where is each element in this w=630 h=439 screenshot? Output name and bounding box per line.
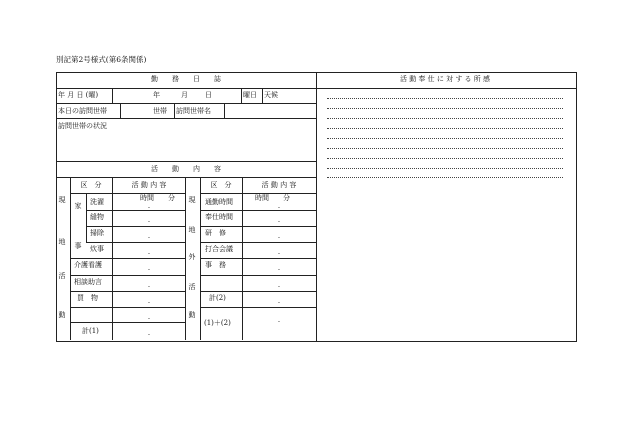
offsite-row-mark: . xyxy=(277,202,281,210)
onsite-total-label: 計(1) xyxy=(82,327,99,335)
housework-char: 事 xyxy=(74,242,82,250)
offsite-row-label: 計(2) xyxy=(209,294,226,302)
offsite-row-mark: . xyxy=(277,232,281,240)
offsite-row-mark: . xyxy=(277,281,281,289)
offsite-row-mark: . xyxy=(277,216,281,224)
impressions-title: 活 動 奉 仕 に 対 す る 所 感 xyxy=(399,75,491,83)
offsite-category-header: 区 分 xyxy=(210,181,232,189)
onsite-row-label: 洗濯 xyxy=(90,198,104,206)
date-label: 年 月 日 (曜) xyxy=(58,91,99,99)
offsite-row-mark: . xyxy=(277,248,281,256)
onsite-row-mark: . xyxy=(147,202,151,210)
offsite-row-label: 打合会議 xyxy=(205,245,233,253)
offsite-side-char: 活 xyxy=(188,283,196,291)
onsite-row-label: 買 物 xyxy=(77,294,98,302)
onsite-row-label: 縫物 xyxy=(90,213,104,221)
offsite-row-label: 通勤時間 xyxy=(205,198,233,206)
year-char: 年 xyxy=(153,91,160,99)
onsite-row-mark: . xyxy=(147,248,151,256)
household-status-label: 訪問世帯の状況 xyxy=(58,122,107,130)
onsite-row-mark: . xyxy=(147,264,151,272)
onsite-row-label: 炊事 xyxy=(90,245,104,253)
onsite-row-mark: . xyxy=(147,232,151,240)
month-char: 月 xyxy=(181,91,188,99)
onsite-time-header: 時間 分 xyxy=(140,194,175,202)
onsite-row-label: 介護看護 xyxy=(74,261,102,269)
onsite-row-mark: . xyxy=(147,281,151,289)
diary-title: 勤 務 日 誌 xyxy=(151,75,221,83)
onsite-side-char: 現 xyxy=(58,196,66,204)
onsite-total-mark: . xyxy=(147,329,151,337)
activity-title: 活 動 内 容 xyxy=(151,165,221,173)
offsite-row-label: 奉仕時間 xyxy=(205,213,233,221)
offsite-side-char: 外 xyxy=(188,253,196,261)
grand-total-label: (1)＋(2) xyxy=(204,319,231,327)
offsite-side-char: 現 xyxy=(188,196,196,204)
weekday-label: 曜日 xyxy=(243,91,257,99)
household-name-label: 訪問世帯名 xyxy=(176,107,211,115)
offsite-row-mark: . xyxy=(277,264,281,272)
households-unit: 世帯 xyxy=(153,107,167,115)
onsite-row-mark: . xyxy=(147,313,151,321)
offsite-side-char: 動 xyxy=(188,311,196,319)
offsite-row-mark: . xyxy=(277,297,281,305)
onsite-row-label: 相談助言 xyxy=(74,278,102,286)
grand-total-mark: . xyxy=(277,316,281,324)
day-char: 日 xyxy=(205,91,212,99)
offsite-row-label: 事 務 xyxy=(205,261,226,269)
form-caption: 別記第2号様式(第6条関係) xyxy=(56,55,147,64)
offsite-row-label: 研 修 xyxy=(205,229,226,237)
onsite-row-mark: . xyxy=(147,297,151,305)
offsite-side-char: 地 xyxy=(188,226,196,234)
offsite-content-header: 活 動 内 容 xyxy=(261,181,297,189)
weather-label: 天候 xyxy=(264,91,278,99)
onsite-side-char: 地 xyxy=(58,238,66,246)
onsite-side-char: 動 xyxy=(58,311,66,319)
housework-char: 家 xyxy=(74,202,82,210)
onsite-row-label: 掃除 xyxy=(90,229,104,237)
onsite-row-mark: . xyxy=(147,216,151,224)
visits-label: 本日の訪問世帯 xyxy=(58,107,107,115)
onsite-category-header: 区 分 xyxy=(80,181,102,189)
onsite-side-char: 活 xyxy=(58,272,66,280)
offsite-time-header: 時間 分 xyxy=(255,194,290,202)
onsite-content-header: 活 動 内 容 xyxy=(131,181,167,189)
